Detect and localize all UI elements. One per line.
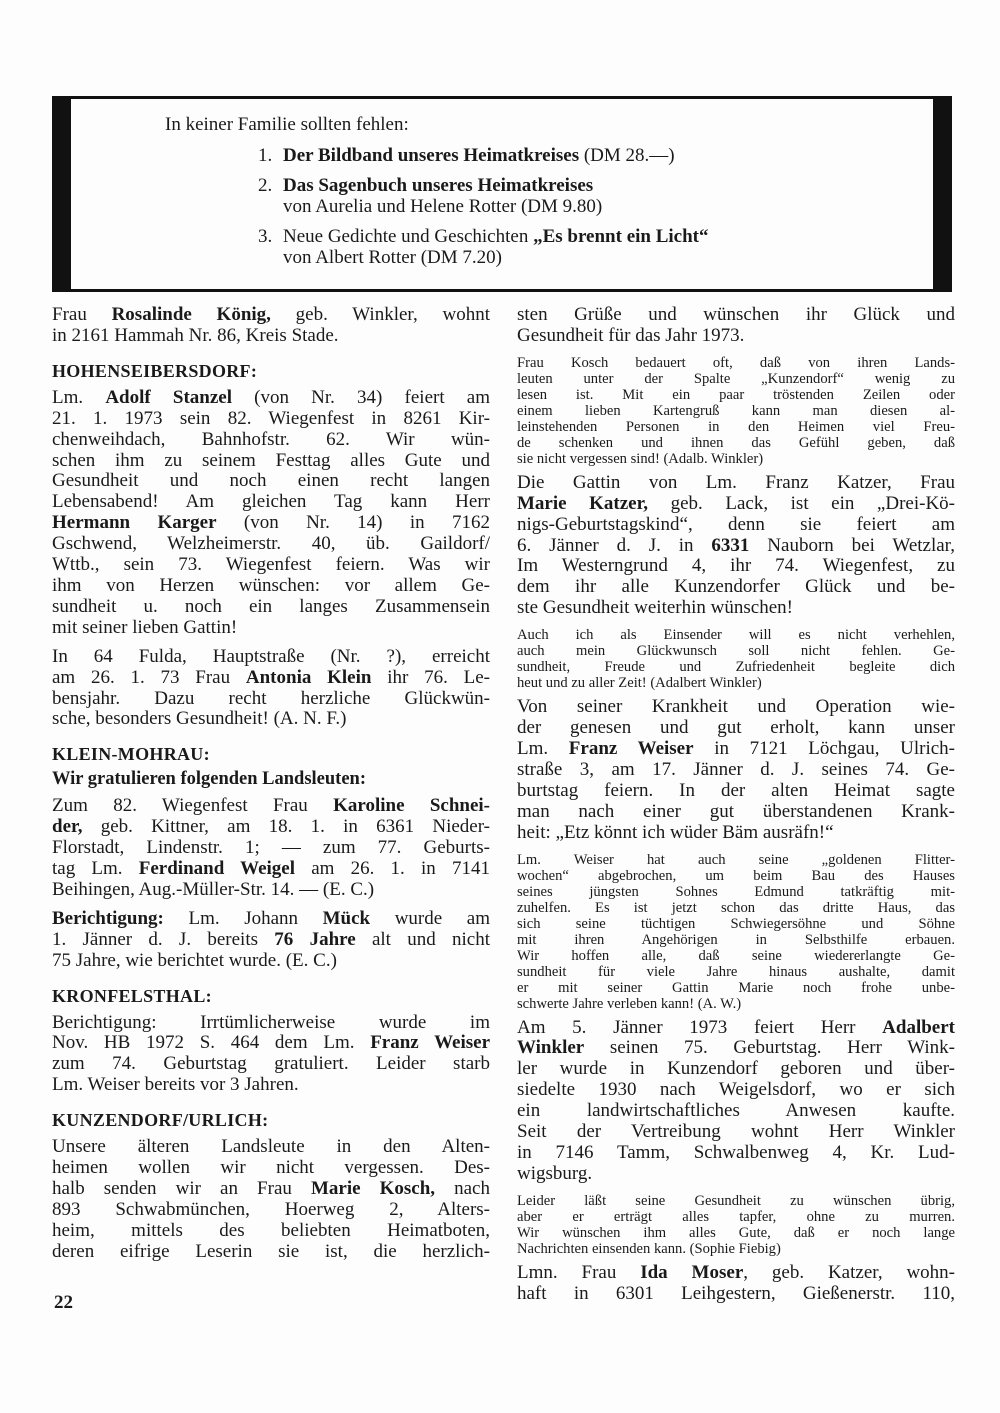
book-item [258, 175, 602, 217]
text-run: in 7121 Löchgau, Ulrich- [693, 737, 955, 759]
text-line [52, 1110, 490, 1131]
text-run: ihm von Herzen wünschen: vor allem Ge- [52, 574, 490, 596]
text-line [52, 492, 490, 513]
text-run: Lm. [517, 737, 569, 759]
text-run: geb. Kittner, am 18. 1. in 6361 Nieder- [82, 816, 490, 838]
text-run: Lebensabend! Am gleichen Tag kann Herr [52, 491, 490, 513]
text-line [52, 534, 490, 555]
text-run: Lm. Johann [163, 907, 323, 929]
text-run: am 26. 1. 73 Frau [52, 666, 246, 688]
text-run: Leider läßt seine Gesundheit zu wünschen übrig, [517, 1192, 955, 1209]
text-line [517, 1038, 955, 1059]
bold-text: Der Bildband unseres Heimatkreises [283, 145, 580, 166]
bold-text: Adolf Stanzel [105, 386, 232, 408]
text-run: sundheit für viele Jahre hinaus aushalte, damit [517, 963, 955, 980]
paragraph [52, 796, 490, 901]
text-run: Wttb., sein 73. Wiegenfest feiern. Was wir [52, 554, 490, 576]
text-line [52, 796, 490, 817]
section-heading [52, 361, 490, 382]
book-item [258, 226, 709, 268]
text-run: Nachrichten einsenden kann. (Sophie Fiebig) [517, 1240, 781, 1257]
bold-text: Ferdinand Weigel [138, 858, 295, 880]
text-line [517, 760, 955, 781]
subheading [52, 769, 490, 790]
text-run: Von seiner Krankheit und Operation wie- [517, 696, 955, 718]
text-line [517, 403, 955, 419]
text-run: der genesen und gut erholt, kann unser [517, 717, 955, 739]
text-run: sundheit, Freude und Zufriedenheit begleite dich [517, 659, 955, 676]
text-line [52, 388, 490, 409]
paragraph [52, 388, 490, 639]
text-run: nigs-Geburtstagskind“, denn sie feiert am [517, 513, 955, 535]
paragraph [52, 909, 490, 972]
text-run: Unsere älteren Landsleute in den Alten- [52, 1136, 490, 1158]
text-run: sten Grüße und wünschen ihr Glück und [517, 304, 955, 325]
text-line [517, 823, 955, 844]
bold-text: Rosalinde König, [111, 304, 271, 325]
text-line [52, 930, 490, 951]
left-column [52, 305, 490, 1271]
book-advert-box [52, 96, 952, 292]
text-run: KRONFELSTHAL: [52, 985, 212, 1006]
text-line [517, 536, 955, 557]
text-run: Gschwend, Welzheimerstr. 40, üb. Gaildorf/ [52, 533, 490, 555]
bold-text: Marie Kosch, [310, 1178, 436, 1199]
text-run: (von Nr. 34) feiert am [231, 386, 491, 408]
text-run: Wir wünschen ihm alles Gute, daß er noch lange [517, 1224, 955, 1241]
item-number: 2. [258, 175, 273, 196]
text-line [52, 986, 490, 1007]
section-heading [52, 1110, 490, 1131]
text-run: heim, mittels des beliebten Heimatboten, [52, 1219, 490, 1241]
text-line [517, 643, 955, 659]
text-run: Berichtigung: Irrtümlicherweise wurde im [52, 1011, 490, 1033]
text-run: er mit seiner Gattin Marie noch frohe unbe- [517, 979, 955, 996]
text-line [52, 880, 490, 901]
text-run: zum 74. Geburtstag gratuliert. Leider starb [52, 1053, 490, 1075]
text-run: Florstadt, Lindenstr. 1; — zum 77. Geburts- [52, 837, 490, 859]
text-run: mit ihren Angehörigen in Selbsthilfe erbauen. [517, 931, 955, 948]
text-run: heimen wollen wir nicht vergessen. Des- [52, 1157, 490, 1179]
text-line [517, 996, 955, 1012]
text-run: 6. Jänner d. J. in [517, 534, 712, 556]
text-line [517, 802, 955, 823]
right-column [517, 305, 955, 1313]
text-line [517, 852, 955, 868]
text-run: (DM 28.—) [579, 145, 675, 166]
text-line [52, 1075, 490, 1096]
text-line [52, 744, 490, 765]
text-run: chenweihdach, Bahnhofstr. 62. Wir wün- [52, 428, 490, 450]
text-line [52, 555, 490, 576]
paragraph [517, 473, 955, 619]
text-line [517, 473, 955, 494]
text-run: ler wurde in Kunzendorf geboren und über- [517, 1058, 955, 1080]
bold-text: Franz Weiser [568, 737, 694, 759]
text-line [52, 326, 490, 347]
text-run: man nach einer gut überstandenen Krank- [517, 800, 955, 822]
text-run: aber er erträgt alles tapfer, ohne zu murren. [517, 1208, 955, 1225]
text-run: Lm. Weiser hat auch seine „goldenen Flitter- [517, 851, 955, 868]
text-line [52, 1033, 490, 1054]
bold-text: Das Sagenbuch unseres Heimatkreises [283, 175, 594, 196]
text-run: KUNZENDORF/URLICH: [52, 1110, 269, 1131]
text-run: seinen 75. Geburtstag. Herr Wink- [584, 1037, 955, 1059]
text-run: 893 Schwabmünchen, Hoerweg 2, Alters- [52, 1198, 490, 1220]
text-run: wurde am [370, 907, 490, 929]
text-run: 75 Jahre, wie berichtet wurde. (E. C.) [52, 949, 337, 971]
text-run: KLEIN-MOHRAU: [52, 744, 210, 765]
text-line [52, 451, 490, 472]
text-line [517, 697, 955, 718]
text-run: Gesundheit und noch einen recht langen [52, 470, 490, 492]
bold-text: Karoline Schnei- [333, 795, 490, 817]
text-line [52, 1200, 490, 1221]
text-line [52, 769, 490, 790]
advert-intro: In keiner Familie sollten fehlen: [165, 114, 409, 135]
text-line [517, 1059, 955, 1080]
small-note [517, 852, 955, 1012]
text-run: bensjahr. Dazu recht herzliche Glückwün- [52, 687, 490, 709]
text-run: Frau [52, 304, 112, 325]
text-run: wochen“ abgebrochen, um beim Bau des Hauses [517, 867, 955, 884]
text-line [517, 371, 955, 387]
text-run: geb. Lack, ist ein „Drei-Kö- [648, 492, 955, 514]
bold-text: Franz Weiser [370, 1032, 491, 1054]
text-run: seines jüngsten Sohnes Edmund tatkräftig mit- [517, 883, 955, 900]
text-line [517, 451, 955, 467]
text-line [517, 387, 955, 403]
item-line [283, 226, 709, 247]
text-run: schwerte Jahre verleben kann! (A. W.) [517, 995, 742, 1012]
text-line [517, 932, 955, 948]
text-run: am 26. 1. in 7141 [295, 858, 490, 880]
text-line [52, 709, 490, 730]
text-run: Gesundheit für das Jahr 1973. [517, 324, 745, 346]
item-number: 1. [258, 145, 273, 166]
text-run: In 64 Fulda, Hauptstraße (Nr. ?), erreicht [52, 645, 490, 667]
text-line [52, 618, 490, 639]
text-line [52, 597, 490, 618]
text-line [52, 1221, 490, 1242]
text-line [517, 980, 955, 996]
text-run: Zum 82. Wiegenfest Frau [52, 795, 334, 817]
text-line [52, 430, 490, 451]
paragraph [517, 1263, 955, 1305]
bold-text: Winkler [517, 1037, 585, 1059]
paragraph [517, 697, 955, 843]
text-run: siedelte 1930 nach Weigelsdorf, wo er sich [517, 1079, 955, 1101]
text-line [517, 1164, 955, 1185]
text-run: Die Gattin von Lm. Franz Katzer, Frau [517, 471, 955, 493]
item-line [283, 247, 709, 268]
page-number: 22 [54, 1292, 73, 1313]
text-run: Beihingen, Aug.-Müller-Str. 14. — (E. C.) [52, 878, 375, 900]
item-line [283, 145, 675, 166]
bold-text: Ida Moser [640, 1261, 744, 1283]
text-line [517, 675, 955, 691]
paragraph [52, 1013, 490, 1097]
text-line [517, 627, 955, 643]
text-run: Am 5. Jänner 1973 feiert Herr [517, 1016, 883, 1038]
bold-text: der, [52, 816, 83, 838]
text-line [517, 916, 955, 932]
text-line [52, 1179, 490, 1200]
text-run: sie nicht vergessen sind! (Adalb. Winkler) [517, 450, 764, 467]
text-line [517, 1080, 955, 1101]
text-run: heit: „Etz könnt ich wüder Bäm ausräfn!“ [517, 821, 834, 843]
text-line [517, 577, 955, 598]
text-run: burtstag feiern. In der alten Heimat sagte [517, 779, 955, 801]
text-line [517, 1101, 955, 1122]
text-line [52, 647, 490, 668]
paragraph [52, 1137, 490, 1262]
text-line [517, 718, 955, 739]
text-line [52, 859, 490, 880]
text-line [517, 1209, 955, 1225]
text-line [517, 1284, 955, 1305]
text-line [52, 1242, 490, 1263]
text-run: von Aurelia und Helene Rotter (DM 9.80) [283, 196, 603, 217]
text-run: in 7146 Tamm, Schwalbenweg 4, Kr. Lud- [517, 1141, 955, 1163]
text-line [517, 900, 955, 916]
text-run: sich seine tüchtigen Schwiegersöhne und Söhne [517, 915, 955, 932]
text-line [517, 1241, 955, 1257]
text-run: alt und nicht [355, 928, 490, 950]
text-line [52, 817, 490, 838]
text-run: Nov. HB 1972 S. 464 dem Lm. [52, 1032, 371, 1054]
text-line [517, 326, 955, 347]
bold-text: Adalbert [882, 1016, 955, 1038]
text-run: mit seiner lieben Gattin! [52, 616, 238, 638]
text-line [517, 1225, 955, 1241]
text-run: leuten unter der Spalte „Kunzendorf“ wenig zu [517, 370, 955, 387]
item-line [283, 175, 602, 196]
text-run: in 2161 Hammah Nr. 86, Kreis Stade. [52, 324, 339, 346]
box-left-bar [52, 99, 71, 289]
text-run: Wir hoffen alle, daß seine wiedererlangte Ge- [517, 947, 955, 964]
section-heading [52, 744, 490, 765]
text-run: tag Lm. [52, 858, 139, 880]
text-run: einem lieben Kartengruß kann man diesen al- [517, 402, 955, 419]
small-note [517, 627, 955, 691]
text-line [517, 868, 955, 884]
text-run: sundheit u. noch ein langes Zusammensein [52, 595, 490, 617]
text-run: auch mein Glückwunsch soll nicht fehlen. Ge- [517, 643, 955, 660]
text-line [517, 419, 955, 435]
text-line [517, 355, 955, 371]
text-run: nach [435, 1178, 490, 1199]
text-run: Auch ich als Einsender will es nicht verhehlen, [517, 627, 955, 644]
paragraph [52, 305, 490, 347]
small-note [517, 355, 955, 467]
text-line [517, 781, 955, 802]
text-run: ste Gesundheit weiterhin wünschen! [517, 597, 793, 619]
bold-text: Mück [322, 907, 371, 929]
text-run: sche, besonders Gesundheit! (A. N. F.) [52, 708, 347, 730]
text-run: geb. Winkler, wohnt [270, 304, 490, 325]
text-run: 1. Jänner d. J. bereits [52, 928, 275, 950]
text-run: Neue Gedichte und Geschichten [283, 226, 534, 247]
text-line [517, 515, 955, 536]
paragraph [52, 647, 490, 731]
text-run: Seit der Vertreibung wohnt Herr Winkler [517, 1121, 955, 1143]
text-line [52, 513, 490, 534]
text-run: Wir gratulieren folgenden Landsleuten: [52, 769, 367, 790]
text-run: Im Westerngrund 4, ihr 74. Wiegenfest, zu [517, 555, 955, 577]
text-run: Frau Kosch bedauert oft, daß von ihren Lands- [517, 354, 955, 371]
text-line [517, 1122, 955, 1143]
small-note [517, 1193, 955, 1257]
text-line [52, 838, 490, 859]
text-run: Lmn. Frau [517, 1261, 641, 1283]
text-line [52, 361, 490, 382]
section-heading [52, 986, 490, 1007]
text-run: schen ihm zu seinem Festtag alles Gute und [52, 449, 490, 471]
text-line [52, 1013, 490, 1034]
text-run: halb senden wir an Frau [52, 1178, 311, 1199]
paragraph [517, 305, 955, 347]
text-line [517, 1263, 955, 1284]
text-line [517, 1143, 955, 1164]
box-right-bar [933, 99, 952, 289]
text-run: wigsburg. [517, 1162, 593, 1184]
text-line [52, 951, 490, 972]
bold-text: „Es brennt ein Licht“ [533, 226, 709, 247]
bold-text: 76 Jahre [274, 928, 356, 950]
text-line [517, 435, 955, 451]
text-line [517, 494, 955, 515]
text-line [517, 1018, 955, 1039]
text-line [517, 598, 955, 619]
text-line [52, 1158, 490, 1179]
text-line [52, 668, 490, 689]
text-line [517, 884, 955, 900]
bold-text: Antonia Klein [245, 666, 372, 688]
text-run: straße 3, am 17. Jänner d. J. seines 74. Ge- [517, 758, 955, 780]
text-line [52, 689, 490, 710]
text-run: Lm. Weiser bereits vor 3 Jahren. [52, 1074, 299, 1096]
text-run: ein landwirtschaftliches Anwesen kaufte. [517, 1100, 955, 1122]
text-line [52, 409, 490, 430]
text-run: leinstehenden Personen in den Heimen viel Freu- [517, 418, 955, 435]
text-run: Lm. [52, 386, 106, 408]
text-line [52, 1054, 490, 1075]
text-run: dem ihr alle Kunzendorfer Glück und be- [517, 576, 955, 598]
bold-text: Marie Katzer, [517, 492, 649, 514]
text-line [517, 556, 955, 577]
item-line [283, 196, 602, 217]
text-run: von Albert Rotter (DM 7.20) [283, 247, 503, 268]
text-run: de schenken und ihnen das Gefühl geben, daß [517, 434, 955, 451]
text-run: deren eifrige Leserin sie ist, die herzlich- [52, 1240, 490, 1262]
text-run: ihr 76. Le- [371, 666, 490, 688]
text-run: 21. 1. 1973 sein 82. Wiegenfest in 8261 Kir- [52, 407, 490, 429]
item-number: 3. [258, 226, 273, 247]
text-line [517, 739, 955, 760]
text-run: Nauborn bei Wetzlar, [749, 534, 955, 556]
text-line [517, 659, 955, 675]
text-line [52, 576, 490, 597]
text-run: (von Nr. 14) in 7162 [216, 512, 491, 534]
bold-text: Berichtigung: [52, 907, 164, 929]
text-line [52, 305, 490, 326]
text-run: lesen ist. Mit ein paar tröstenden Zeilen oder [517, 386, 955, 403]
text-run: heut und zu aller Zeit! (Adalbert Winkler) [517, 675, 762, 692]
text-line [52, 1137, 490, 1158]
text-run: zuhelfen. Es ist jetzt schon das dritte Haus, das [517, 899, 955, 916]
text-line [517, 948, 955, 964]
text-line [52, 471, 490, 492]
paragraph [517, 1018, 955, 1185]
text-line [517, 964, 955, 980]
text-line [517, 1193, 955, 1209]
text-line [517, 305, 955, 326]
bold-text: Hermann Karger [52, 512, 217, 534]
text-line [52, 909, 490, 930]
text-run: , geb. Katzer, wohn- [743, 1261, 955, 1283]
book-item [258, 145, 675, 166]
text-run: haft in 6301 Leihgestern, Gießenerstr. 110, [517, 1282, 955, 1304]
text-run: HOHENSEIBERSDORF: [52, 360, 258, 381]
bold-text: 6331 [711, 534, 750, 556]
